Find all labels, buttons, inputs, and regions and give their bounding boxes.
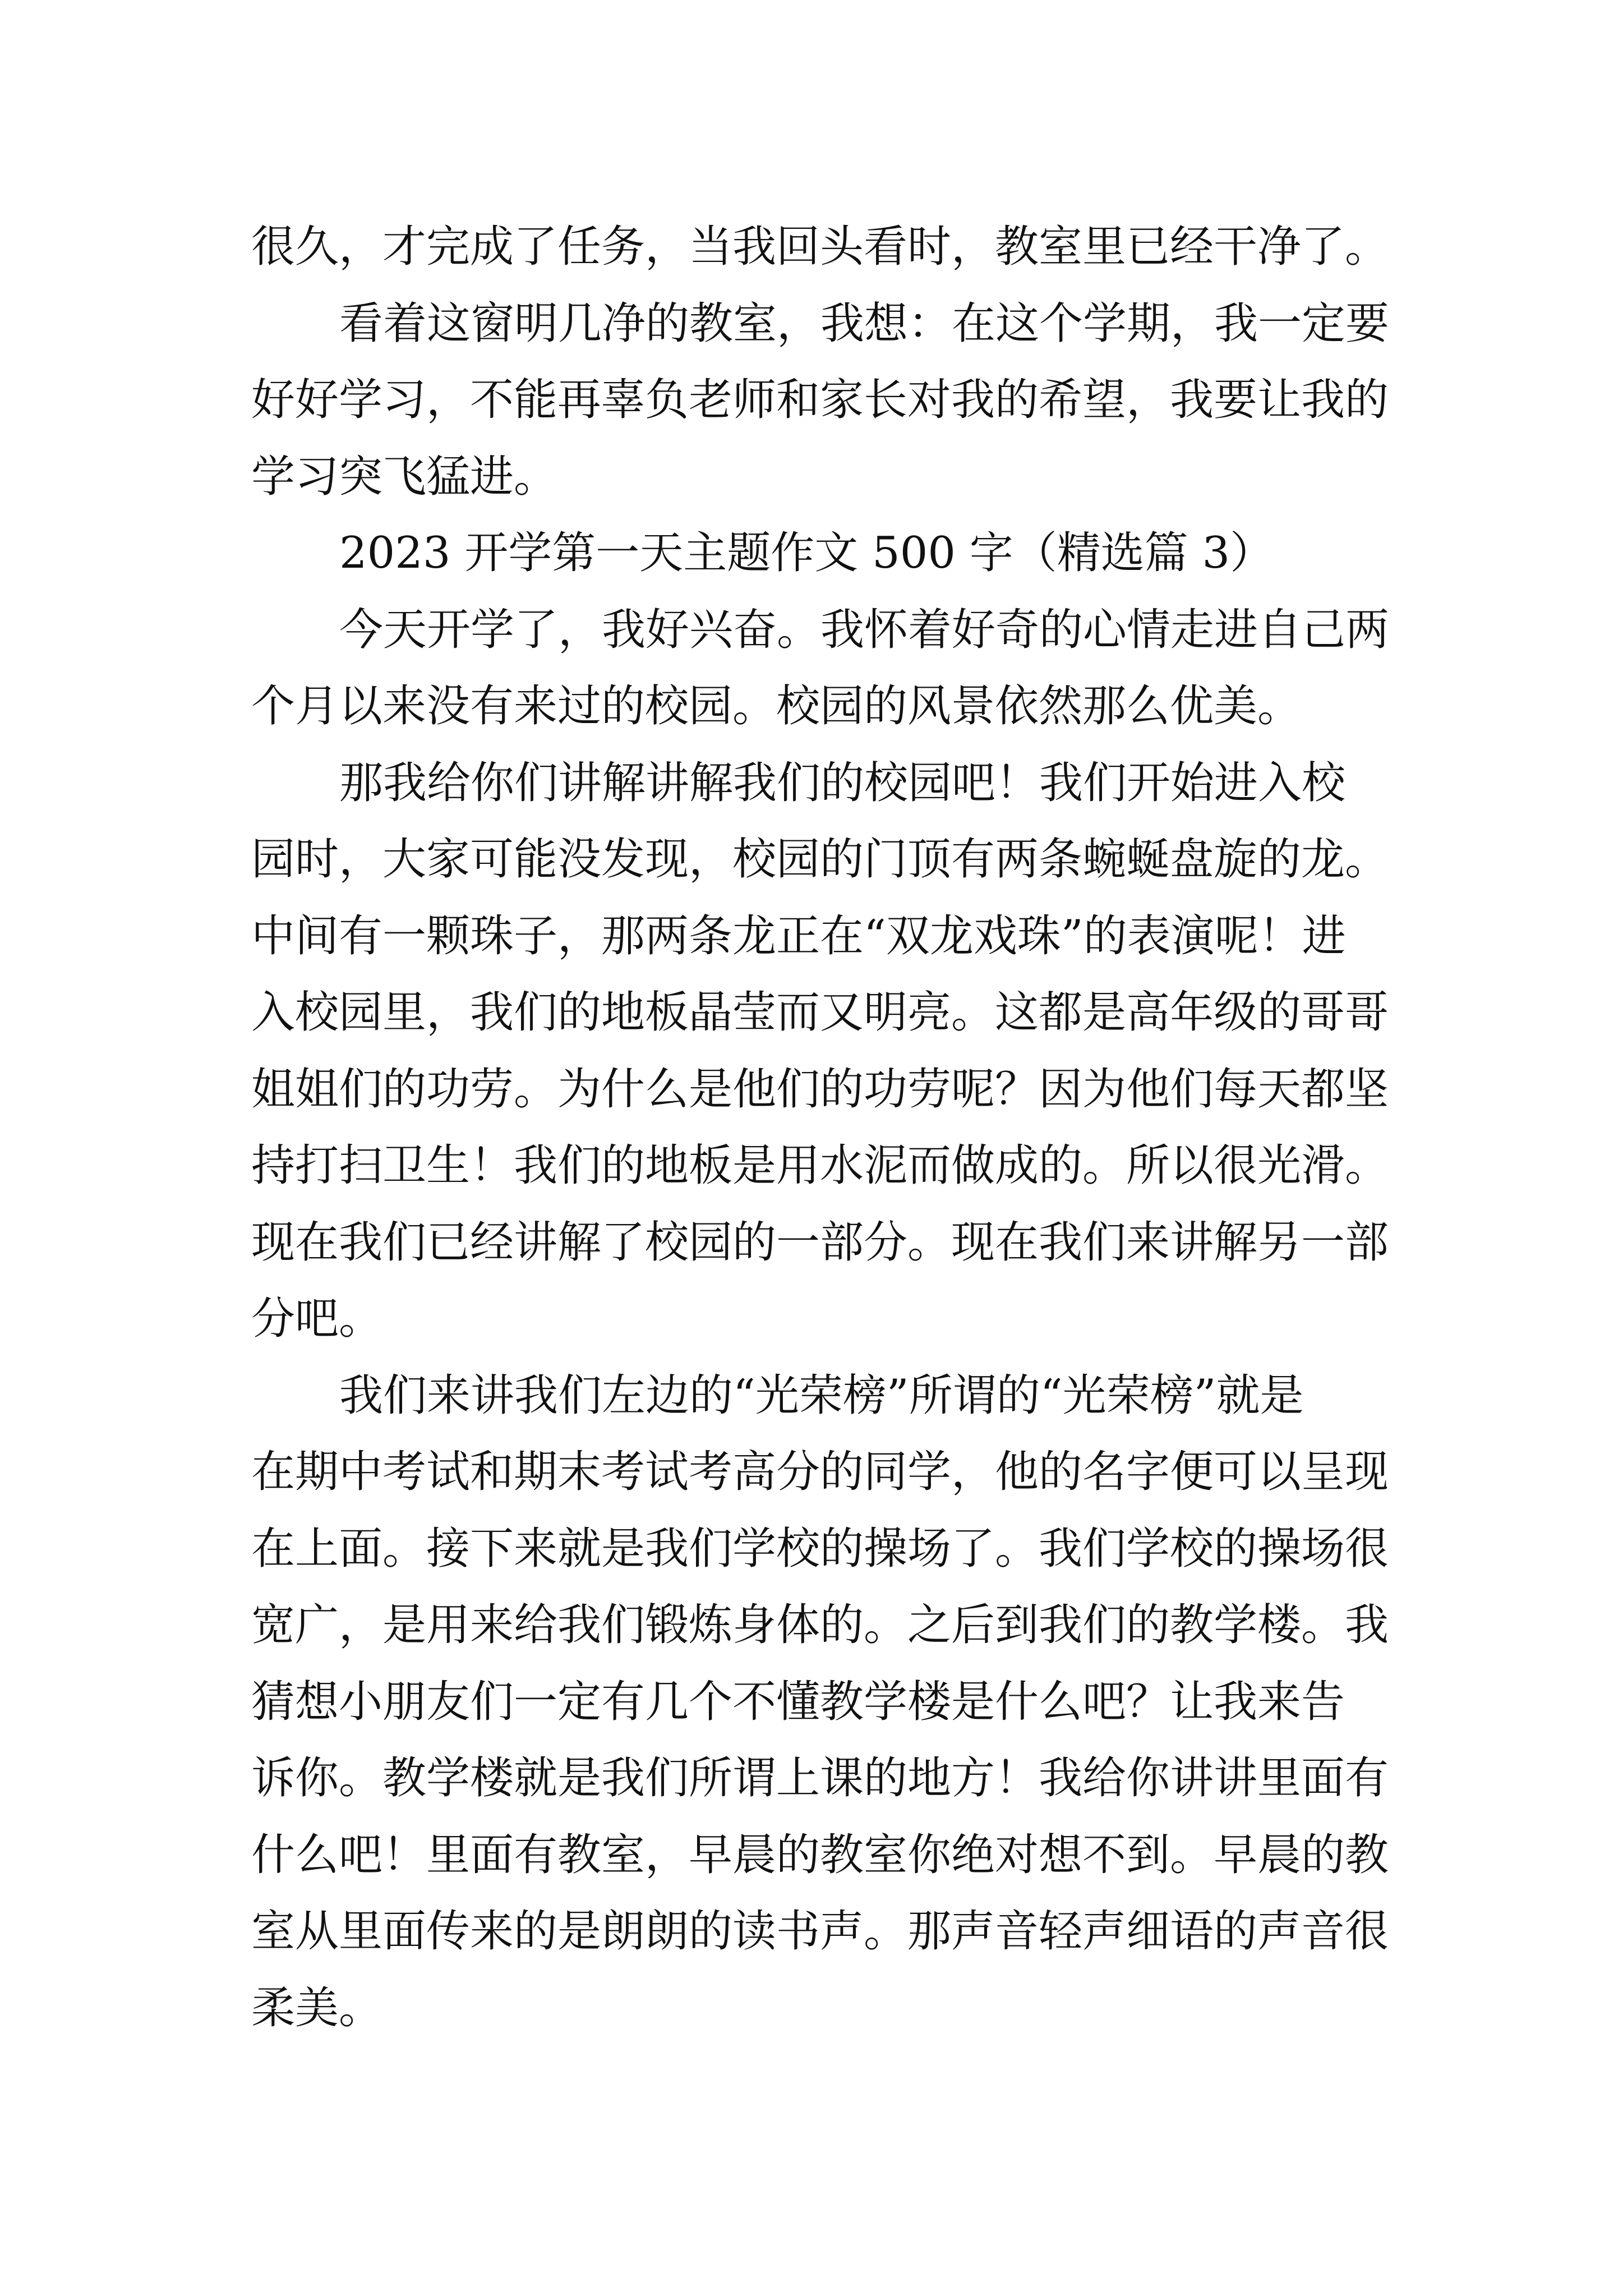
text-line: 入校园里，我们的地板晶莹而又明亮。这都是高年级的哥哥 xyxy=(251,987,1389,1038)
text-line: 柔美。 xyxy=(251,1982,383,2033)
paragraph-first-line: 那我给你们讲解讲解我们的校园吧！我们开始进入校 xyxy=(339,757,1346,808)
text-line: 好好学习，不能再辜负老师和家长对我的希望，我要让我的 xyxy=(251,375,1389,425)
section-heading: 2023 开学第一天主题作文 500 字（精选篇 3） xyxy=(339,528,1274,578)
text-line: 在期中考试和期末考试考高分的同学，他的名字便可以呈现 xyxy=(251,1447,1389,1497)
text-line: 宽广，是用来给我们锻炼身体的。之后到我们的教学楼。我 xyxy=(251,1600,1389,1650)
text-line: 园时，大家可能没发现，校园的门顶有两条蜿蜒盘旋的龙。 xyxy=(251,834,1389,885)
text-line: 姐姐们的功劳。为什么是他们的功劳呢？因为他们每天都坚 xyxy=(251,1064,1389,1115)
text-line: 猜想小朋友们一定有几个不懂教学楼是什么吧？让我来告 xyxy=(251,1676,1345,1727)
paragraph-first-line: 今天开学了，我好兴奋。我怀着好奇的心情走进自己两 xyxy=(339,604,1390,655)
paragraph-first-line: 我们来讲我们左边的“光荣榜”所谓的“光荣榜”就是 xyxy=(339,1370,1304,1421)
text-line: 持打扫卫生！我们的地板是用水泥而做成的。所以很光滑。 xyxy=(251,1140,1389,1191)
text-line: 现在我们已经讲解了校园的一部分。现在我们来讲解另一部 xyxy=(251,1217,1389,1268)
text-line: 在上面。接下来就是我们学校的操场了。我们学校的操场很 xyxy=(251,1523,1389,1574)
text-line: 个月以来没有来过的校园。校园的风景依然那么优美。 xyxy=(251,681,1302,731)
text-line: 诉你。教学楼就是我们所谓上课的地方！我给你讲讲里面有 xyxy=(251,1753,1389,1803)
text-line: 什么吧！里面有教室，早晨的教室你绝对想不到。早晨的教 xyxy=(251,1829,1389,1880)
text-line: 中间有一颗珠子，那两条龙正在“双龙戏珠”的表演呢！进 xyxy=(251,910,1346,961)
paragraph-first-line: 看着这窗明几净的教室，我想：在这个学期，我一定要 xyxy=(339,298,1390,349)
essay-text xyxy=(251,209,1401,2046)
text-line: 室从里面传来的是朗朗的读书声。那声音轻声细语的声音很 xyxy=(251,1906,1389,1957)
text-line: 分吧。 xyxy=(251,1294,383,1344)
text-line: 学习突飞猛进。 xyxy=(251,451,558,502)
text-line: 很久，才完成了任务，当我回头看时，教室里已经干净了。 xyxy=(251,222,1389,272)
